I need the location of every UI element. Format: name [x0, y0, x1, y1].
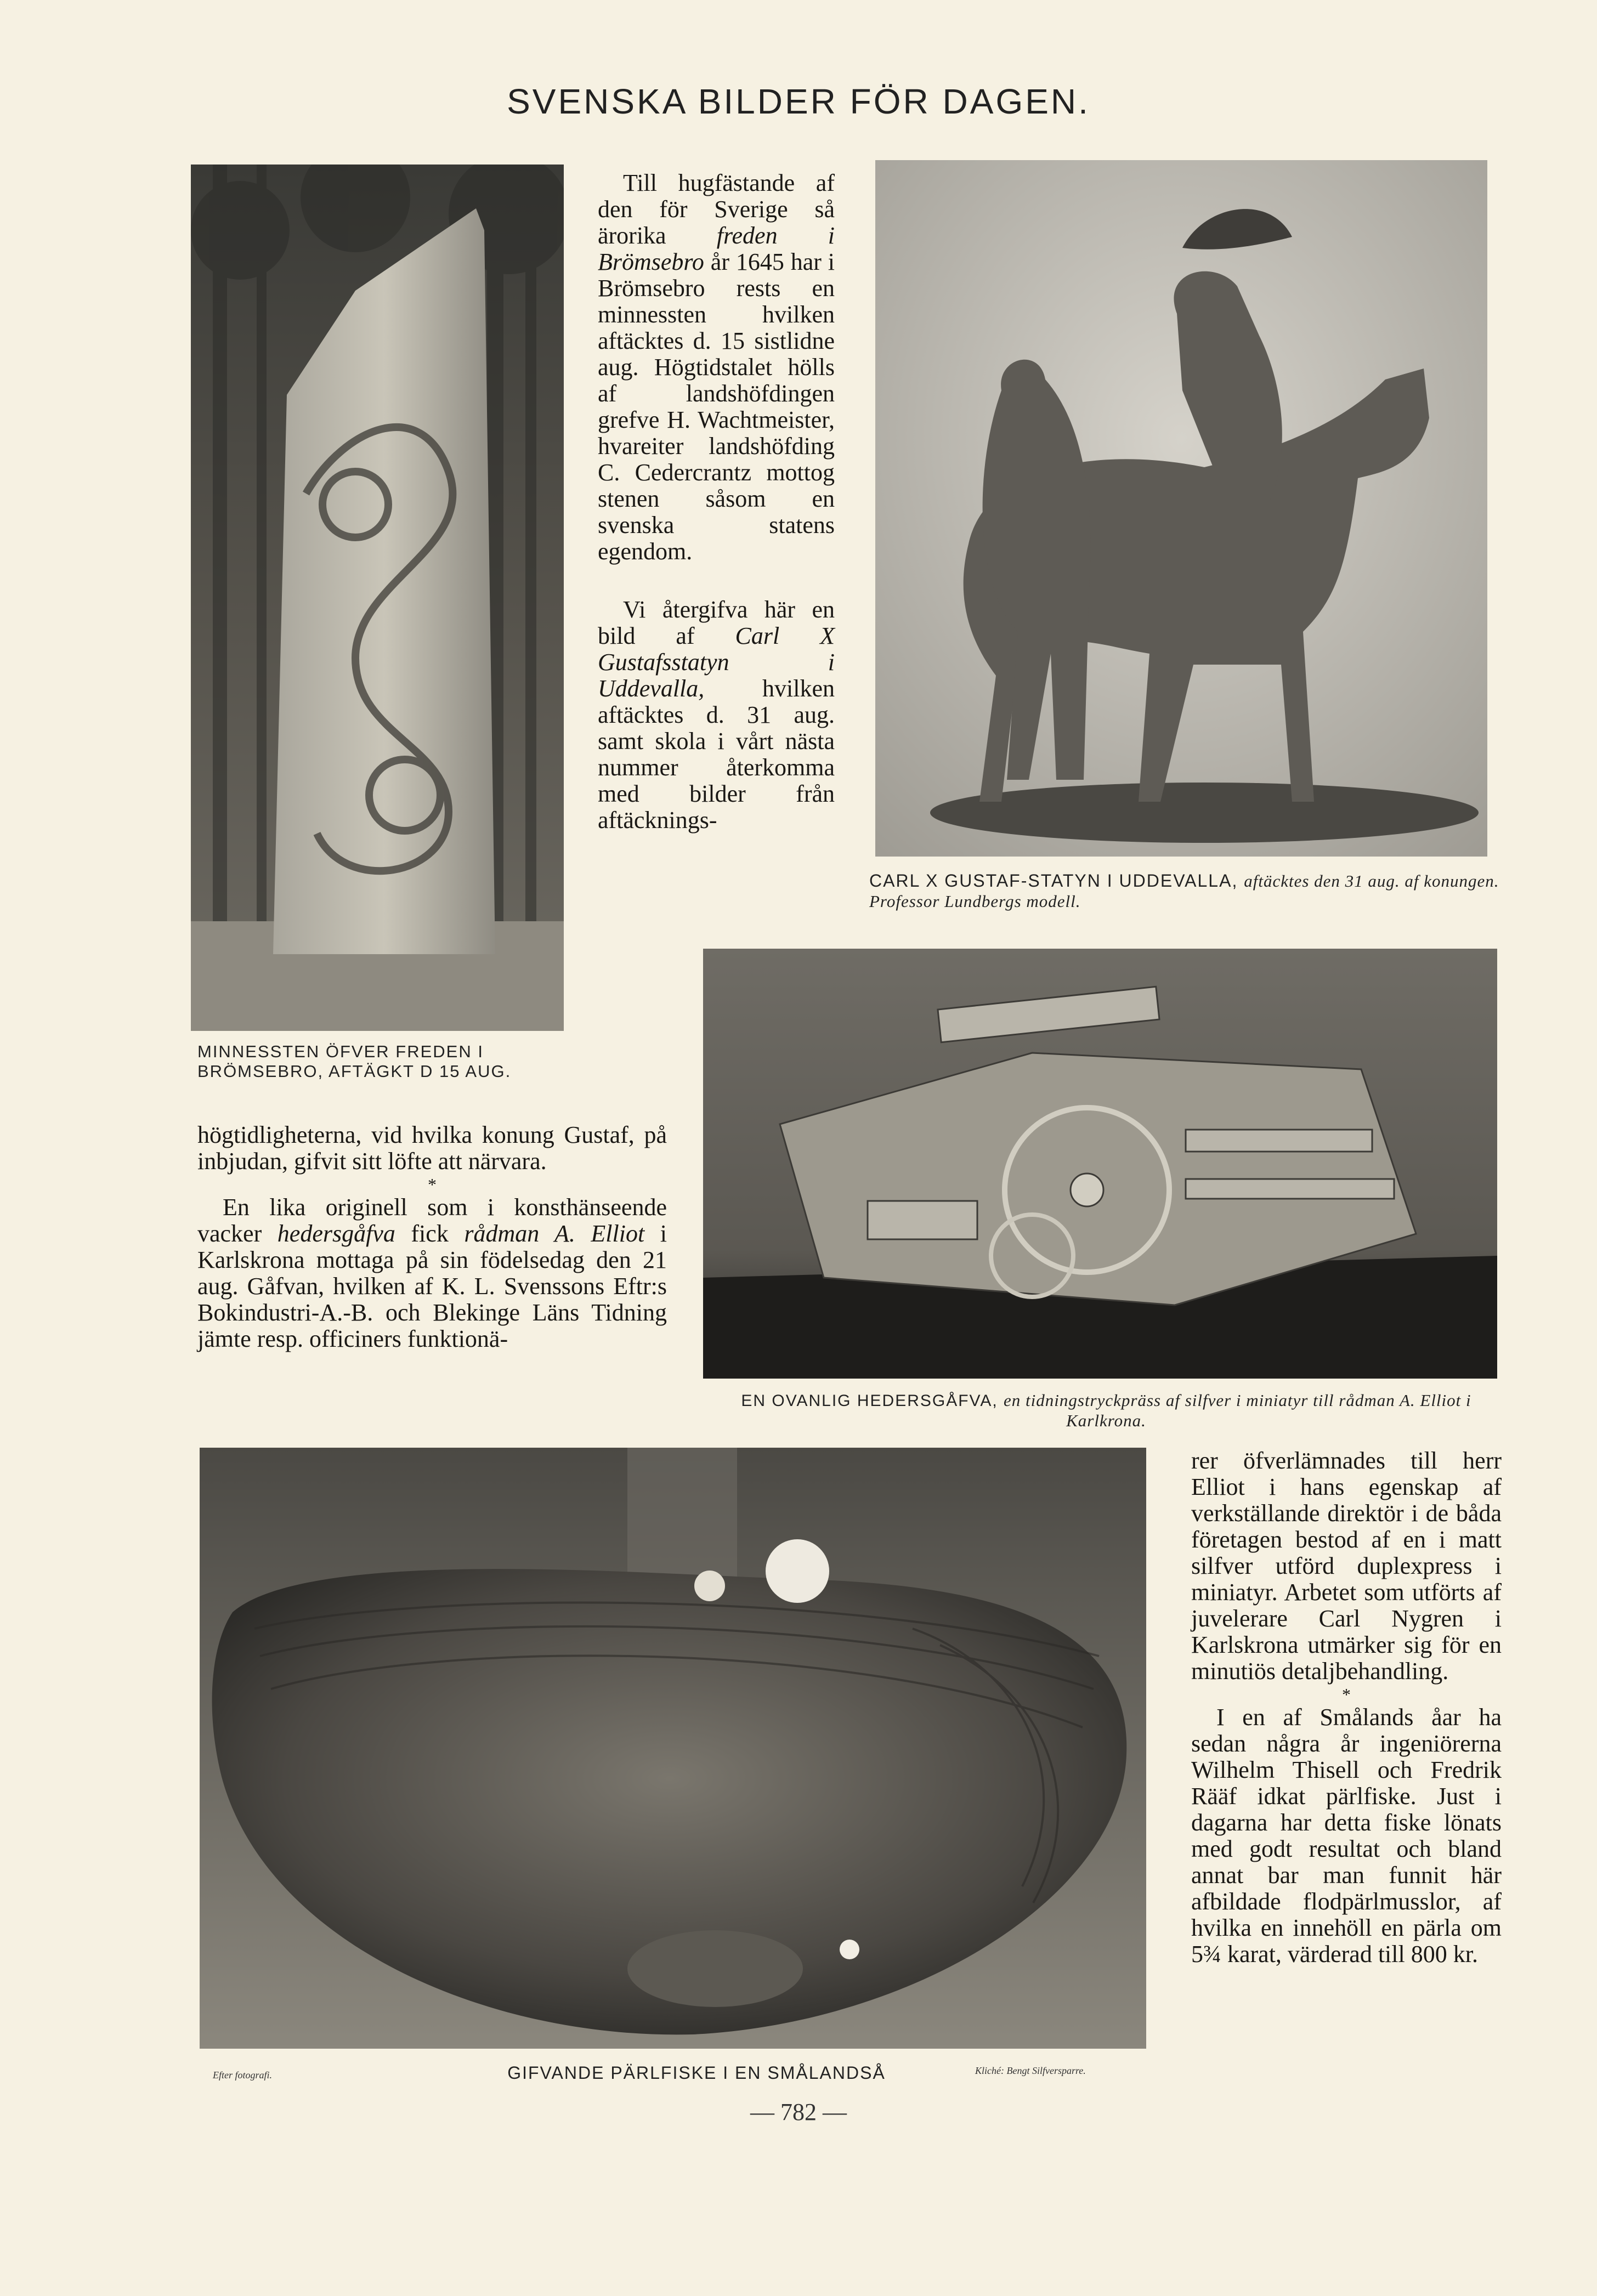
- emphasis: hedersgåfva: [277, 1220, 395, 1247]
- page-number: — 782 —: [750, 2099, 847, 2125]
- monument-caption: MINNESSTEN ÖFVER FREDEN I BRÖMSEBRO, AFTÄGKT D 15 AUG.: [197, 1042, 512, 1081]
- page-title: SVENSKA BILDER FÖR DAGEN.: [507, 82, 1090, 121]
- caption-detail: aftäcktes den 31 aug. af konungen. Professor Lundbergs modell.: [869, 871, 1499, 911]
- mussel-photo: [200, 1448, 1146, 2049]
- emphasis: freden i Brömsebro: [598, 222, 835, 275]
- caption-title: CARL X GUSTAF-STATYN I UDDEVALLA,: [869, 871, 1238, 891]
- text-run: fick: [395, 1220, 465, 1247]
- emphasis: Carl X Gustafsstatyn i Uddevalla,: [598, 622, 835, 702]
- statue-photo: [875, 160, 1487, 857]
- paragraph-bromsebro: [598, 170, 835, 565]
- press-photo: [703, 949, 1497, 1379]
- caption-title: EN OVANLIG HEDERSGÅFVA,: [741, 1392, 998, 1410]
- text-run: år 1645 har i Brömsebro rests en minnessten hvilken aftäcktes d. 15 sistlidne aug. Högtidstalet hölls af landshöfdingen grefve H. Wachtmeister, hvareiter landshöfding C. Cedercrantz mottog stenen såsom en svenska statens egendom.: [598, 248, 835, 565]
- press-caption: [720, 1391, 1493, 1431]
- separator-star: *: [428, 1175, 437, 1194]
- paragraph-press: rer öfverlämnades till herr Elliot i hans egenskap af verkställande direktör i de båda företagen bestod af en i matt silfver utförd duplexpress i miniatyr. Arbetet som utförts af juvelerare Carl Nygren i Karlskrona utmärker sig för en minutiös detaljbehandling.: [1191, 1447, 1502, 1685]
- photo-credit-left: Efter fotografi.: [213, 2070, 272, 2080]
- photo-credit-right: Kliché: Bengt Silfversparre.: [975, 2065, 1086, 2076]
- separator-star: *: [1342, 1685, 1351, 1704]
- article-column-2: [197, 1122, 667, 1352]
- text-run: hvilken aftäcktes d. 31 aug. samt skola i vårt nästa nummer återkomma med bilder från aftäcknings-: [598, 675, 835, 834]
- emphasis: rådman A. Elliot: [464, 1220, 645, 1247]
- statue-caption: [869, 871, 1505, 911]
- paragraph-statue: [598, 597, 835, 834]
- text-run: En lika originell som i konsthänseende vacker: [197, 1194, 667, 1247]
- text-run: i Karlskrona mottaga på sin födelsedag den 21 aug. Gåfvan, hvilken af K. L. Svenssons Eftr:s Bokindustri-A.-B. och Blekinge Läns Tidning jämte resp. officiners funktionä-: [197, 1220, 667, 1352]
- mussel-caption: GIFVANDE PÄRLFISKE I EN SMÅLANDSÅ: [507, 2063, 886, 2083]
- monument-photo: [191, 165, 564, 1031]
- text-run: Vi återgifva här en bild af: [598, 596, 835, 649]
- paragraph-pearls: I en af Smålands åar ha sedan några år ingeniörerna Wilhelm Thisell och Fredrik Rääf idkat pärlfiske. Just i dagarna har detta fiske lönats med godt resultat och bland annat bar man funnit här afbildade flodpärlmusslor, af hvilka en innehöll en pärla om 5¾ karat, värderad till 800 kr.: [1191, 1704, 1502, 1968]
- paragraph-festivities: högtidligheterna, vid hvilka konung Gustaf, på inbjudan, gifvit sitt löfte att närvara.: [197, 1121, 667, 1175]
- article-column-1: [598, 170, 835, 834]
- article-column-3: [1191, 1448, 1502, 1968]
- paragraph-gift: [197, 1194, 667, 1352]
- caption-detail: en tidningstryckpräss af silfver i miniatyr till rådman A. Elliot i Karlkrona.: [1004, 1391, 1471, 1430]
- text-run: Till hugfästande af den för Sverige så ärorika: [598, 169, 835, 249]
